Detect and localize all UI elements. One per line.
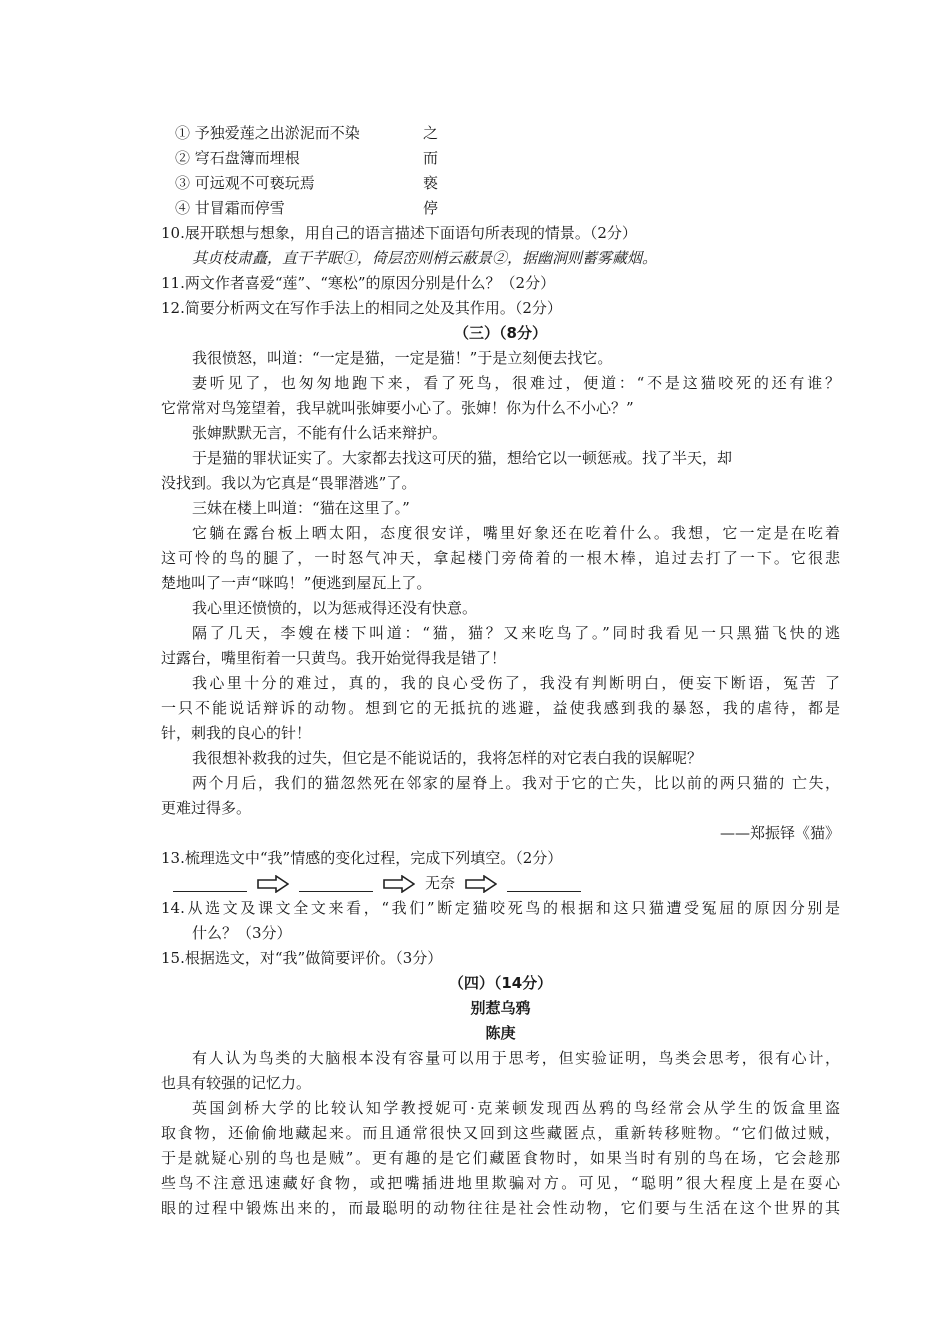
option-sentence: ① 予独爱莲之出淤泥而不染: [175, 124, 360, 142]
option-sentence: ③ 可远观不可亵玩焉: [175, 174, 315, 192]
text-block-b: [161, 896, 840, 1221]
option-list: [161, 121, 840, 221]
text-line: 针，刺我的良心的针！: [161, 724, 312, 742]
q13-flow-row: [161, 871, 840, 896]
answer-blank-3[interactable]: [507, 875, 581, 892]
text-block-a: [161, 221, 840, 871]
text-line: ——郑振铎《猫》: [719, 824, 840, 842]
text-line: 英国剑桥大学的比较认知学教授妮可·克莱顿发现西丛鸦的鸟经常会从学生的饭盒里盗: [192, 1099, 840, 1117]
text-line: 没找到。我以为它真是“畏罪潜逃”了。: [161, 474, 417, 492]
section-heading: 陈庚: [485, 1024, 516, 1042]
text-line: 15.根据选文，对“我”做简要评价。（3分）: [161, 949, 443, 967]
hollow-arrow-icon: [257, 875, 289, 893]
text-line: 两个月后，我们的猫忽然死在邻家的屋脊上。我对于它的亡失，比以前的两只猫的 亡失，: [192, 774, 840, 792]
section-heading: 别惹乌鸦: [470, 999, 531, 1017]
text-line: 取食物，还偷偷地藏起来。而且通常很快又回到这些藏匿点，重新转移赃物。“它们做过贼，: [161, 1124, 840, 1142]
option-row: [161, 196, 840, 221]
text-line: 我很愤怒，叫道：“一定是猫，一定是猫！”于是立刻便去找它。: [192, 349, 613, 367]
option-row: [161, 171, 840, 196]
text-line: 其贞枝肃矗，直干芊眠①，倚层峦则梢云蔽景②，据幽涧则蓄雾藏烟。: [192, 249, 658, 267]
hollow-arrow-icon: [383, 875, 415, 893]
text-line: 妻听见了，也匆匆地跑下来，看了死鸟，很难过，便道：“不是这猫咬死的还有谁？: [192, 374, 840, 392]
option-row: [161, 121, 840, 146]
text-line: 三妹在楼上叫道：“猫在这里了。”: [192, 499, 410, 517]
text-line: 更难过得多。: [161, 799, 252, 817]
text-line: 于是猫的罪状证实了。大家都去找这可厌的猫，想给它以一顿惩戒。找了半天，却: [192, 449, 733, 467]
known-emotion: 无奈: [425, 874, 456, 892]
text-line: 我心里十分的难过，真的，我的良心受伤了，我没有判断明白，便妄下断语，冤苦 了: [192, 674, 840, 692]
text-line: 它躺在露台板上晒太阳，态度很安详，嘴里好象还在吃着什么。我想，它一定是在吃着: [192, 524, 840, 542]
text-line: 有人认为鸟类的大脑根本没有容量可以用于思考，但实验证明，鸟类会思考，很有心计，: [192, 1049, 840, 1067]
hollow-arrow-icon: [465, 875, 497, 893]
option-word: 亵: [423, 174, 439, 192]
option-sentence: ④ 甘冒霜而停雪: [175, 199, 285, 217]
text-line: 12.简要分析两文在写作手法上的相同之处及其作用。（2分）: [161, 299, 562, 317]
text-line: 也具有较强的记忆力。: [161, 1074, 312, 1092]
answer-blank-1[interactable]: [173, 875, 247, 892]
text-line: 它常常对鸟笼望着，我早就叫张婶要小心了。张婶！你为什么不小心？”: [161, 399, 634, 417]
text-line: 过露台，嘴里衔着一只黄鸟。我开始觉得我是错了！: [161, 649, 507, 667]
option-word: 而: [423, 149, 439, 167]
text-line: 一只不能说话辩诉的动物。想到它的无抵抗的逃避，益使我感到我的暴怒，我的虐待，都是: [161, 699, 840, 717]
answer-blank-2[interactable]: [299, 875, 373, 892]
option-sentence: ② 穹石盘簿而埋根: [175, 149, 300, 167]
text-line: 张婶默默无言，不能有什么话来辩护。: [192, 424, 448, 442]
text-line: 眼的过程中锻炼出来的，而最聪明的动物往往是社会性动物，它们要与生活在这个世界的其: [161, 1199, 840, 1217]
option-row: [161, 146, 840, 171]
document-page: [161, 121, 840, 1221]
text-line: 13.梳理选文中“我”情感的变化过程，完成下列填空。（2分）: [161, 849, 563, 867]
text-line: 我很想补救我的过失，但它是不能说话的，我将怎样的对它表白我的误解呢？: [192, 749, 703, 767]
text-line: 什么？（3分）: [192, 924, 292, 942]
text-line: 隔了几天，李嫂在楼下叫道：“猫，猫？又来吃鸟了。”同时我看见一只黑猫飞快的逃: [192, 624, 840, 642]
text-line: 11.两文作者喜爱“莲”、“寒松”的原因分别是什么？（2分）: [161, 274, 556, 292]
text-line: 些鸟不注意迅速藏好食物，或把嘴插进地里欺骗对方。可见，“聪明”很大程度上是在耍心: [161, 1174, 840, 1192]
text-line: 14.从选文及课文全文来看，“我们”断定猫咬死鸟的根据和这只猫遭受冤屈的原因分别是: [161, 899, 840, 917]
text-line: 这可怜的鸟的腿了，一时怒气冲天，拿起楼门旁倚着的一根木棒，追过去打了一下。它很悲: [161, 549, 840, 567]
text-line: 10.展开联想与想象，用自己的语言描述下面语句所表现的情景。（2分）: [161, 224, 637, 242]
text-line: 我心里还愤愤的，以为惩戒得还没有快意。: [192, 599, 478, 617]
section-heading: （四）（14分）: [448, 974, 553, 992]
text-line: 楚地叫了一声“咪呜！”便逃到屋瓦上了。: [161, 574, 432, 592]
option-word: 之: [423, 124, 439, 142]
section-heading: （三）（8分）: [454, 324, 547, 342]
option-word: 停: [423, 199, 439, 217]
text-line: 于是就疑心别的鸟也是贼”。更有趣的是它们藏匿食物时，如果当时有别的鸟在场，它会趁那: [161, 1149, 840, 1167]
